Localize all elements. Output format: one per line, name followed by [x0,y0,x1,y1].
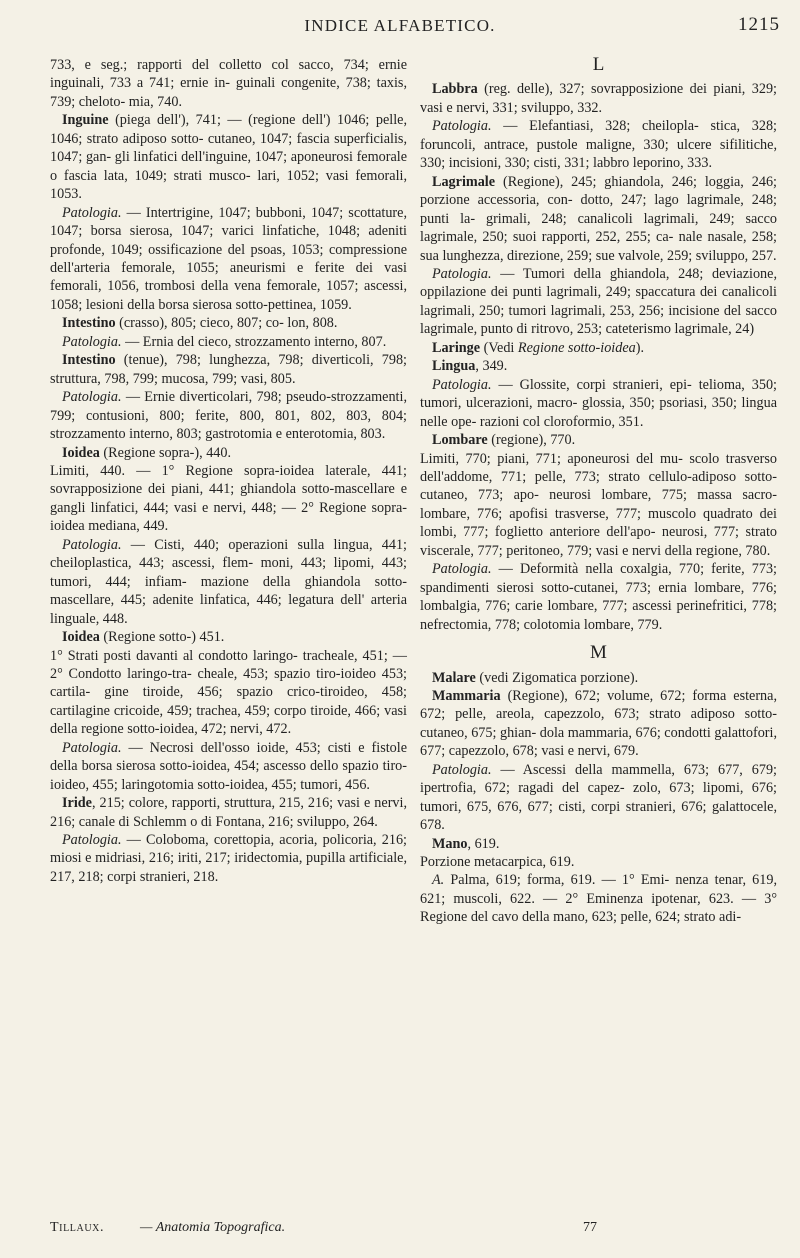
entry-headword: Lombare [432,432,488,449]
entry-headword: Mammaria [432,687,501,704]
entry-subhead: Patologia. [62,389,122,406]
index-entry [420,835,777,853]
entry-headword: Malare [432,669,476,686]
entry-text: (regione), 770. [487,432,576,449]
index-entry [50,462,407,536]
entry-text: (Regione sopra-), 440. [99,444,232,461]
entry-headword: Lingua [432,358,476,375]
index-entry [420,117,777,172]
entry-subhead: Patologia. [62,739,122,756]
entry-text: Limiti, 770; piani, 771; aponeurosi del mu- scolo trasverso dell'addome, 771; pelle, 773; strato cellulo-adiposo sotto-cutaneo, 773; apo- neurosi lombare, 775; massa sacro-lombare, 776; apofisi trasverse, 777; muscolo quadrato dei lombi, 777; foglietto anteriore dell'apo- neurosi, 777; strato viscerale, 777; peritoneo, 779; vasi e nervi della regione, 780. [420,450,777,559]
entry-headword: Iride [62,795,92,812]
index-entry [420,173,777,265]
entry-text: 1° Strati posti davanti al condotto laringo- tracheale, 451; — 2° Condotto laringo-tra- cheale, 453; spazio tiro-ioideo 453; cartila- gine tiroide, 456; spazio crico-tiroideo, 458; cartilagine cricoide, 459; trachea, 459; corpo tiroide, 466; vasi della regione sotto-ioidea, 472; nervi, 472. [50,647,407,738]
index-entry [50,204,407,315]
entry-text: Palma, 619; forma, 619. — 1° Emi- nenza tenar, 619, 621; muscoli, 622. — 2° Eminenza ipotenar, 623. — 3° Regione del cavo della mano, 623; pelle, 624; strato adi- [420,872,777,926]
entry-text: Limiti, 440. — 1° Regione sopra-ioidea laterale, 441; sovrapposizione dei piani, 441; ghiandola sotto-mascellare e gangli linfatici, 444; vasi e nervi, 448; — 2° Regione sopra- ioidea mediana, 449. [50,462,407,535]
index-entry [50,628,407,646]
entry-text: (Regione), 245; ghiandola, 246; loggia, 246; porzione accessoria, con- dotto, 247; lago lagrimale, 248; punti la- grimali, 248; canalicoli lagrimali, 249; sacco lagrimale, 250; suoi rapporti, 252, 255; ca- nale nasale, 258; sua lunghezza, direzione, 259; sue valvole, 259; sviluppo, 257. [420,173,777,264]
entry-text: — Coloboma, corettopia, acoria, policoria, 216; miosi e midriasi, 216; iriti, 217; iridectomia, pupilla artificiale, 217, 218; corpi stranieri, 218. [50,832,407,885]
entry-subhead: Patologia. [62,204,122,221]
index-entry [420,339,777,357]
index-entry [50,111,407,203]
entry-text: — Necrosi dell'osso ioide, 453; cisti e fistole della borsa sierosa sotto-ioidea, 454; ascesso dello spazio tiro-ioideo, 455; laringotomia sotto-ioidea, 455; tumori, 456. [50,739,407,793]
entry-subhead: A. [432,872,445,889]
entry-text: (reg. delle), 327; sovrapposizione dei piani, 329; vasi e nervi, 331; sviluppo, 332. [420,81,777,116]
index-entry [50,388,407,443]
entry-subhead: Patologia. [432,265,492,282]
entry-subhead: Patologia. [62,832,122,849]
entry-text: — Intertrigine, 1047; bubboni, 1047; scottature, 1047; borsa sierosa, 1047; varici linfatiche, 1048; adeniti profonde, 1049; ossificazione del psoas, 1053; compressione dell'arteria femorale, 1055; aneurismi e ferite dei vasi femorali, 1056, trombosi della vena femorale, 1057; ascessi, 1058; lesioni della borsa sierosa sotto-pettinea, 1059. [50,204,407,313]
entry-text: 733, e seg.; rapporti del colletto col sacco, 734; ernie inguinali, 733 a 741; ernie in- guinali congenite, 738; taxis, 739; cheloto- mia, 740. [50,57,407,110]
index-entry [420,376,777,431]
index-entry [420,450,777,561]
page-number: 1215 [738,14,780,35]
entry-headword: Lagrimale [432,173,496,190]
entry-headword: Labbra [432,81,478,98]
entry-headword: Inguine [62,112,109,129]
index-entry [420,687,777,761]
index-entry [420,357,777,375]
section-letter-l: L [592,54,605,75]
footer-author: Tillaux. [50,1220,105,1235]
entry-subhead: Patologia. [432,761,492,778]
entry-text: (vedi Zigomatica porzione). [475,669,639,686]
footer-book-title: — Anatomia Topografica. [140,1220,286,1235]
index-entry [420,560,777,634]
entry-headword: Intestino [62,352,116,369]
entry-reference: Regione sotto-ioidea [517,339,636,356]
entry-headword: Laringe [432,339,481,356]
entry-text: (crasso), 805; cieco, 807; co- lon, 808. [115,315,338,332]
entry-subhead: Patologia. [62,536,122,553]
index-entry [420,871,777,926]
entry-subhead: Patologia. [432,118,492,135]
index-entry [420,80,777,117]
index-entry [50,333,407,351]
right-column [420,56,777,927]
index-entry [50,314,407,332]
index-entry [50,739,407,794]
entry-text: — Ernie diverticolari, 798; pseudo-strozzamenti, 799; contusioni, 800; ferite, 800, 801, 802, 803, 804; strozzamento interno, 803; gastrotomia e enterotomia, 803. [50,389,407,443]
entry-text: — Ernia del cieco, strozzamento interno, 807. [121,333,387,350]
index-entry [420,431,777,449]
entry-text: , 619. [467,835,500,852]
signature-mark: 77 [583,1220,597,1235]
entry-text: — Deformità nella coxalgia, 770; ferite, 773; spandimenti sierosi sotto-cutanei, 773; ernia lombare, 776; lombalgia, 776; carie lombare, 777; ascessi perinefritici, 778; nefrectomia, 778; colotomia lombare, 779. [420,561,777,633]
index-entry [50,831,407,886]
index-entry [50,56,407,111]
index-entry [420,853,777,871]
entry-text: (piega dell'), 741; — (regione dell') 1046; pelle, 1046; strato adiposo sotto- cutaneo, 1047; fascia superficialis, 1047; gan- gli linfatici dell'inguine, 1047; aponeurosi femorale o fascia lata, 1049; strati musco- lari, 1052; vasi femorali, 1053. [50,112,407,203]
index-entry [420,761,777,835]
index-entry [50,444,407,462]
index-entry [420,265,777,339]
entry-text: — Elefantiasi, 328; cheilopla- stica, 328; foruncoli, antrace, pustole maligne, 330; ulcere sifilitiche, 330; incisioni, 330; cisti, 331; labbro leporino, 333. [420,118,777,172]
entry-text: (Vedi [480,339,518,356]
entry-text: , 215; colore, rapporti, struttura, 215, 216; vasi e nervi, 216; canale di Schlemm o di Fontana, 216; sviluppo, 264. [50,795,407,830]
running-header [0,14,800,46]
entry-text: — Cisti, 440; operazioni sulla lingua, 441; cheiloplastica, 443; ascessi, flem- moni, 443; lipomi, 443; tumori, 444; infiam- mazione della ghiandola sotto-mascellare, 445; adenite linfatica, 446; legatura dell' arteria linguale, 448. [50,536,407,627]
left-column [50,56,407,886]
index-entry [50,647,407,739]
entry-text-tail: ). [635,339,644,356]
entry-text: — Tumori della ghiandola, 248; deviazione, oppilazione dei punti lagrimali, 249; spaccatura dei canalicoli lagrimali, 250; tumori lagrimali, 253, 256; incisione del sacco lagrimale, punto di ritrovo, 253; cateterismo lagrimale, 24) [420,265,777,338]
entry-headword: Ioidea [62,444,100,461]
index-entry [50,536,407,628]
entry-text: (Regione), 672; volume, 672; forma esterna, 672; pelle, areola, capezzolo, 673; strato adiposo sotto-cutaneo, 675; ghian- dola mammaria, 676; condotti galattofori, 677; capezzolo, 678; vasi e nervi, 679. [420,687,777,760]
entry-text: — Ascessi della mammella, 673; 677, 679; ipertrofia, 672; ragadi del capez- zolo, 673; lipomi, 676; tumori, 675, 676, 677; cisti, corpi stranieri, 676; galattocele, 678. [420,761,777,834]
entry-text: (tenue), 798; lunghezza, 798; diverticoli, 798; struttura, 798, 799; mucosa, 799; vasi, 805. [50,352,407,387]
entry-headword: Mano [432,835,468,852]
entry-text: (Regione sotto-) 451. [99,629,225,646]
entry-text: Porzione metacarpica, 619. [420,854,575,871]
entry-subhead: Patologia. [432,376,492,393]
entry-text: — Glossite, corpi stranieri, epi- telioma, 350; tumori, ulcerazioni, macro- glossia, 350; psoriasi, 350; lingua nelle ope- razioni col cloroformio, 351. [420,376,777,430]
section-letter-m: M [590,642,607,664]
entry-subhead: Patologia. [432,561,492,578]
header-title: INDICE ALFABETICO. [304,16,496,35]
entry-subhead: Patologia. [62,333,122,350]
entry-headword: Ioidea [62,629,100,646]
entry-headword: Intestino [62,315,116,332]
index-entry [50,794,407,831]
index-entry [50,351,407,388]
entry-text: , 349. [475,358,508,375]
page-footer [0,1220,800,1242]
index-entry [420,669,777,687]
